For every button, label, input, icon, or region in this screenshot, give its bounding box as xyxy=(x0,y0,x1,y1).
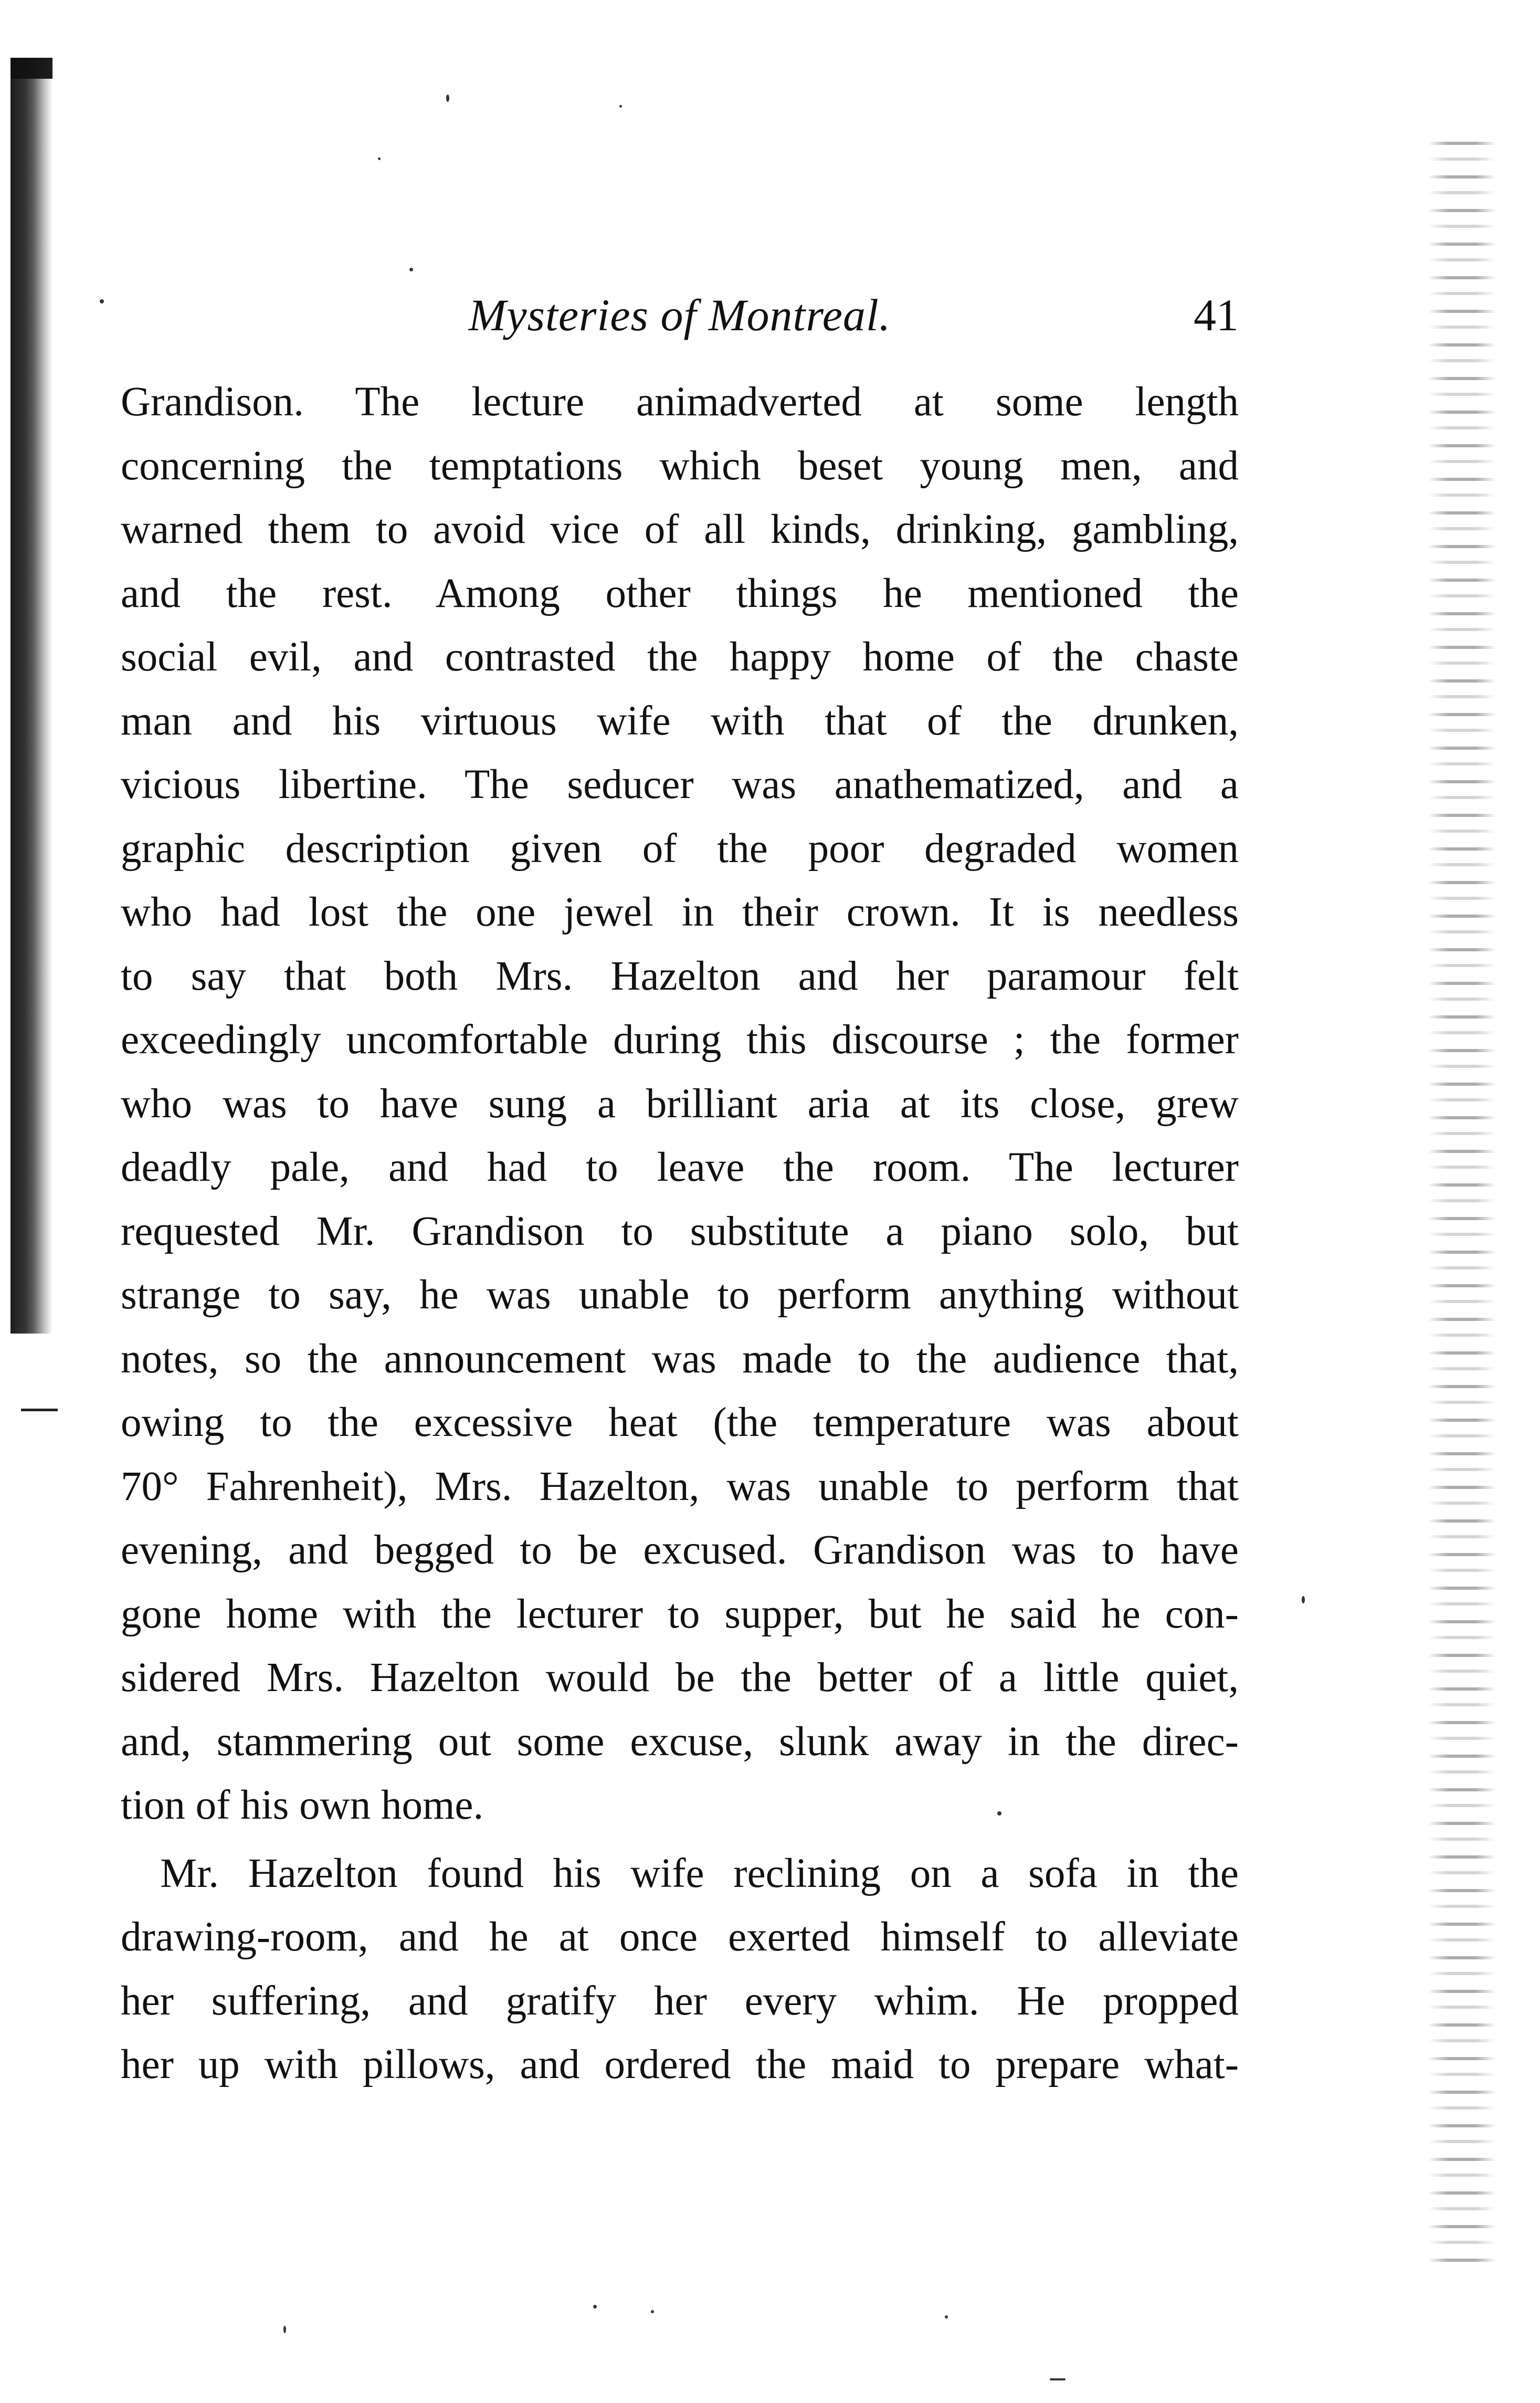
scan-speck xyxy=(1050,2378,1066,2380)
adjacent-page-bleed xyxy=(1428,142,1496,2268)
text-line: notes, so the announcement was made to the audience that, xyxy=(121,1336,1239,1382)
page-number: 41 xyxy=(1194,290,1239,340)
margin-mark xyxy=(21,1409,58,1411)
text-line: graphic description given of the poor degraded women xyxy=(121,825,1239,872)
text-line: owing to the excessive heat (the temperature was about xyxy=(121,1400,1239,1445)
binding-shadow xyxy=(10,58,52,1334)
scan-speck xyxy=(446,95,449,102)
scan-speck xyxy=(283,2326,286,2333)
text-line: Mr. Hazelton found his wife reclining on a sofa in the xyxy=(160,1850,1239,1896)
text-line: strange to say, he was unable to perform anything without xyxy=(121,1272,1239,1318)
scan-speck xyxy=(945,2315,948,2318)
text-line: exceedingly uncomfortable during this discourse ; the former xyxy=(121,1017,1239,1063)
text-line: requested Mr. Grandison to substitute a piano solo, but xyxy=(121,1208,1239,1254)
text-line: gone home with the lecturer to supper, but he said he con- xyxy=(121,1591,1239,1637)
scan-speck xyxy=(1302,1596,1305,1603)
scan-speck xyxy=(651,2310,654,2313)
text-line: and the rest. Among other things he mentioned the xyxy=(121,570,1239,616)
text-line: evening, and begged to be excused. Grandison was to have xyxy=(121,1527,1239,1573)
scan-speck xyxy=(100,299,104,303)
text-line: and, stammering out some excuse, slunk away in the direc- xyxy=(121,1718,1239,1765)
page-header xyxy=(121,284,1239,347)
text-line: deadly pale, and had to leave the room. The lecturer xyxy=(121,1145,1239,1190)
text-line: vicious libertine. The seducer was anathematized, and a xyxy=(121,762,1239,807)
scan-speck xyxy=(593,2305,597,2308)
binding-shadow-cap xyxy=(10,58,52,79)
text-line: to say that both Mrs. Hazelton and her paramour felt xyxy=(121,953,1239,999)
text-line: 70° Fahrenheit), Mrs. Hazelton, was unable to perform that xyxy=(121,1463,1239,1509)
running-title: Mysteries of Montreal. xyxy=(468,290,891,340)
text-line: who was to have sung a brilliant aria at its close, grew xyxy=(121,1080,1239,1127)
text-line: her up with pillows, and ordered the maid to prepare what- xyxy=(121,2042,1239,2087)
text-line: warned them to avoid vice of all kinds, drinking, gambling, xyxy=(121,507,1239,552)
scan-speck xyxy=(619,105,622,108)
text-line: her suffering, and gratify her every whim. He propped xyxy=(121,1978,1239,2024)
text-line: man and his virtuous wife with that of the drunken, xyxy=(121,698,1239,744)
paragraph-1 xyxy=(121,370,1239,1838)
text-line: social evil, and contrasted the happy home of the chaste xyxy=(121,634,1239,680)
scan-speck xyxy=(997,1811,1001,1816)
paragraph-2 xyxy=(121,1842,1239,2097)
text-line: drawing-room, and he at once exerted himself to alleviate xyxy=(121,1914,1239,1960)
body-text xyxy=(121,370,1239,2097)
text-line: sidered Mrs. Hazelton would be the better of a little quiet, xyxy=(121,1655,1239,1701)
scan-speck xyxy=(409,268,413,271)
scan-speck xyxy=(378,158,381,160)
text-line: Grandison. The lecture animadverted at some length xyxy=(121,379,1239,425)
text-line: concerning the temptations which beset young men, and xyxy=(121,443,1239,489)
text-line: tion of his own home. xyxy=(121,1782,484,1828)
text-line: who had lost the one jewel in their crown. It is needless xyxy=(121,889,1239,935)
